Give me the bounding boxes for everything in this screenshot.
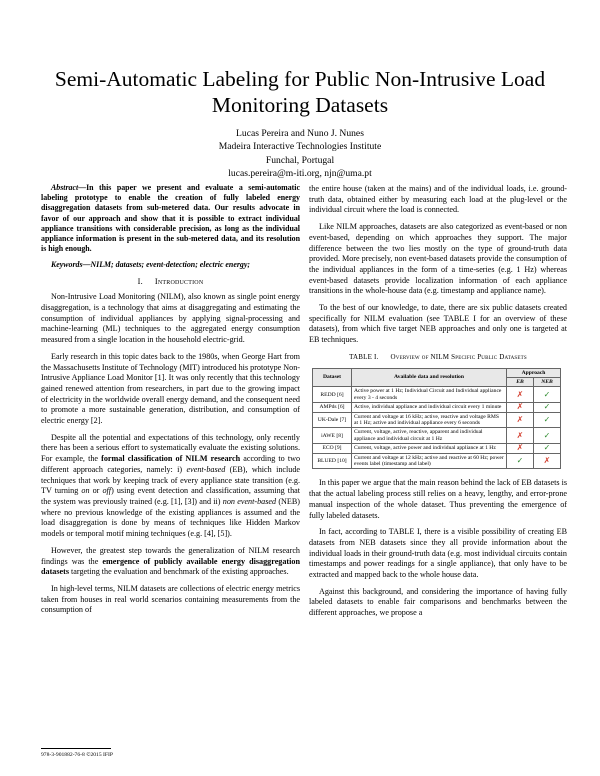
dataset-name-cell: iAWE [8]	[313, 428, 352, 444]
section-number: I.	[137, 276, 143, 286]
abstract-text: —In this paper we present and evaluate a semi-automatic labeling prototype to enable the creation of fully labeled energy disaggregation datasets from sub-metered data. Our results advocate in favor of our approach and show that it is possible to extract individual appliance transitions with considerable precision, as long as the individual appliance information is present in the sub-metered data, and its resolution is high enough.	[41, 183, 300, 254]
datasets-table	[312, 368, 561, 470]
eb-mark-cross-icon: ✗	[507, 428, 534, 444]
text-run: Despite all the potential and expectations of this technology, only recently there has been a serious effort to systematically evaluate the existing solutions. For example, the	[41, 432, 300, 464]
eb-mark-cross-icon: ✗	[507, 387, 534, 403]
text-run: or	[89, 486, 103, 496]
neb-mark-check-icon: ✓	[534, 403, 561, 412]
eb-mark-cross-icon: ✗	[507, 412, 534, 428]
table-caption	[309, 352, 567, 363]
dataset-name-cell: ECO [9]	[313, 444, 352, 453]
table-header-approach: Approach	[507, 368, 561, 377]
abstract-lead: Abstract	[51, 183, 79, 192]
table-header-dataset: Dataset	[313, 368, 352, 387]
paragraph	[41, 433, 300, 540]
author-email: lucas.pereira@m-iti.org, njn@uma.pt	[228, 167, 372, 179]
footer-copyright: 978-3-901882-76-8 ©2015 IFIP	[41, 752, 113, 758]
text-run: targeting the evaluation and benchmark of the existing approaches.	[69, 567, 289, 577]
paragraph: Early research in this topic dates back to the 1980s, when George Hart from the Massachusetts Institute of Technology (MIT) introduced his prototype Non-Intrusive Appliance Load Monitor [1]. It was only recently that this technology gained renewed attention from researchers, in part due to the growing impact of electricity in the worldwide overall energy demand, and the consequent need to promote a more sustainable generation, distribution, and consumption of electric energy [2].	[41, 351, 301, 426]
bold-text-run: formal classification of NILM research	[101, 454, 241, 464]
eb-mark-cross-icon: ✗	[507, 444, 534, 453]
paragraph: In high-level terms, NILM datasets are collections of electric energy metrics taken from houses in real world scenarios containing measurements from the consumption of	[41, 583, 300, 615]
table-header-neb: NEB	[534, 377, 561, 386]
table-row	[313, 428, 561, 444]
text-run: according to two different approach categories, namely: i)	[41, 454, 301, 474]
dataset-description-cell: Current, voltage, active power and individual appliance at 1 Hz	[352, 444, 507, 453]
paragraph	[41, 546, 300, 578]
dataset-name-cell: REDD [6]	[313, 387, 352, 403]
neb-mark-check-icon: ✓	[534, 387, 561, 403]
right-column	[309, 184, 567, 625]
dataset-description-cell: Current and voltage at 12 kHz; active and reactive at 60 Hz; power events label (timestamp and label)	[352, 453, 507, 469]
text-run: ) using event detection and classification, assuming that the system was previously trained (e.g. [1], [3]) and ii)	[41, 486, 300, 506]
text-run: (NEB) where no previous knowledge of the existing appliances is assumed and the load disaggregation is done by means of techniques like Hidden Markov models or temporal motif mining techniques (e.g. [4], [5]).	[41, 496, 300, 539]
dataset-name-cell: AMPds [6]	[313, 403, 352, 412]
dataset-description-cell: Current, voltage, active, reactive, apparent and individual appliance and individual circuit at 1 Hz	[352, 428, 507, 444]
italic-text-run: non event-based	[222, 496, 277, 506]
italic-text-run: event-based	[186, 464, 226, 474]
italic-text-run: off	[102, 486, 112, 496]
author-institution: Madeira Interactive Technologies Institute	[218, 141, 382, 153]
eb-mark-cross-icon: ✗	[507, 403, 534, 412]
paper-title: Semi-Automatic Labeling for Public Non-Intrusive Load Monitoring Datasets	[54, 67, 546, 117]
table-body	[313, 387, 561, 469]
text-run: However, the greatest step towards the generalization of NILM research findings was the	[41, 545, 300, 566]
neb-mark-check-icon: ✓	[534, 444, 561, 453]
paragraph: Non-Intrusive Load Monitoring (NILM), also known as single point energy disaggregation, is a technology that aims at disaggregating and estimating the consumption of individual appliances by applying signal-processing and machine-learning (ML) techniques to the aggregated energy consumption measured from a single location in the household electric-grid.	[41, 292, 300, 345]
dataset-description-cell: Current and voltage at 16 kHz; active, reactive and voltage RMS at 1 Hz; active and individual appliance every 6 seconds	[352, 412, 507, 428]
author-block	[150, 127, 450, 180]
table-row	[313, 387, 561, 403]
paragraph: the entire house (taken at the mains) and of the individual loads, i.e. ground-truth data, obtained either by measuring each load at the plug-level or the individual circuit where the load is connected.	[309, 184, 567, 215]
neb-mark-check-icon: ✓	[534, 412, 561, 428]
dataset-description-cell: Active, individual appliance and individual circuit every 1 minute	[352, 403, 507, 412]
paragraph: In fact, according to TABLE I, there is a visible possibility of creating EB datasets from NEB datasets since they all provide information about the individual loads in their ground-truth data (e.g. most individual circuits contain timestamps and power readings for a single appliance), that only have to be extracted and mapped back to the whole house data.	[309, 527, 567, 580]
table-caption-text: Overview of NILM Specific Public Datasets	[390, 352, 527, 361]
table-label: TABLE I.	[349, 352, 379, 361]
section-title: Introduction	[154, 276, 204, 286]
table-row	[313, 444, 561, 453]
author-location: Funchal, Portugal	[265, 154, 335, 166]
paragraph: Against this background, and considering the importance of having fully labeled datasets to enable fair comparisons and benchmarks between the different approaches, we propose a	[309, 586, 567, 618]
table-row	[313, 403, 561, 412]
left-column	[41, 183, 300, 622]
paragraph: To the best of our knowledge, to date, there are six public datasets created specifically for NILM evaluation (see TABLE I for an overview of these datasets), from which five target NEB approaches and only one is targeted at EB techniques.	[309, 303, 567, 345]
author-names: Lucas Pereira and Nuno J. Nunes	[236, 128, 364, 139]
abstract	[41, 183, 300, 254]
paragraph: Like NILM approaches, datasets are also categorized as event-based or non event-based, depending on which approaches they support. The major difference between the two lies mostly on the type of ground-truth data provided. More precisely, non event-based datasets provide the consumption of the individual appliances in the form of a time-series (e.g. 1 Hz) whereas event-based datasets provide localization information of each appliance transitions in the whole-house data (e.g. timestamp and appliance name).	[309, 222, 567, 296]
section-heading-introduction	[41, 277, 300, 288]
neb-mark-cross-icon: ✗	[534, 453, 561, 469]
text-run: (EB), which include techniques that work by keeping track of every appliance state transition (e.g. TV turning	[41, 464, 300, 496]
table-header-eb: EB	[507, 377, 534, 386]
italic-text-run: on	[81, 486, 90, 496]
eb-mark-check-icon: ✓	[507, 453, 534, 469]
paragraph: In this paper we argue that the main reason behind the lack of EB datasets is that the actual labeling process still relies on a heavy, lengthy, and error-prone manual inspection of the whole dataset. Thus preventing the emergence of fully labeled datasets.	[309, 478, 567, 520]
neb-mark-check-icon: ✓	[534, 428, 561, 444]
table-row	[313, 412, 561, 428]
table-header-available: Available data and resolution	[352, 368, 507, 387]
dataset-description-cell: Active power at 1 Hz; Individual Circuit and Individual appliance every 3 - 4 seconds	[352, 387, 507, 403]
keywords: Keywords—NILM; datasets; event-detection; electric energy;	[51, 260, 250, 270]
bold-text-run: emergence of publicly available energy disaggregation datasets	[41, 556, 300, 577]
dataset-name-cell: UK-Dale [7]	[313, 412, 352, 428]
table-row	[313, 453, 561, 469]
dataset-name-cell: BLUED [10]	[313, 453, 352, 469]
footer-rule	[41, 748, 111, 749]
